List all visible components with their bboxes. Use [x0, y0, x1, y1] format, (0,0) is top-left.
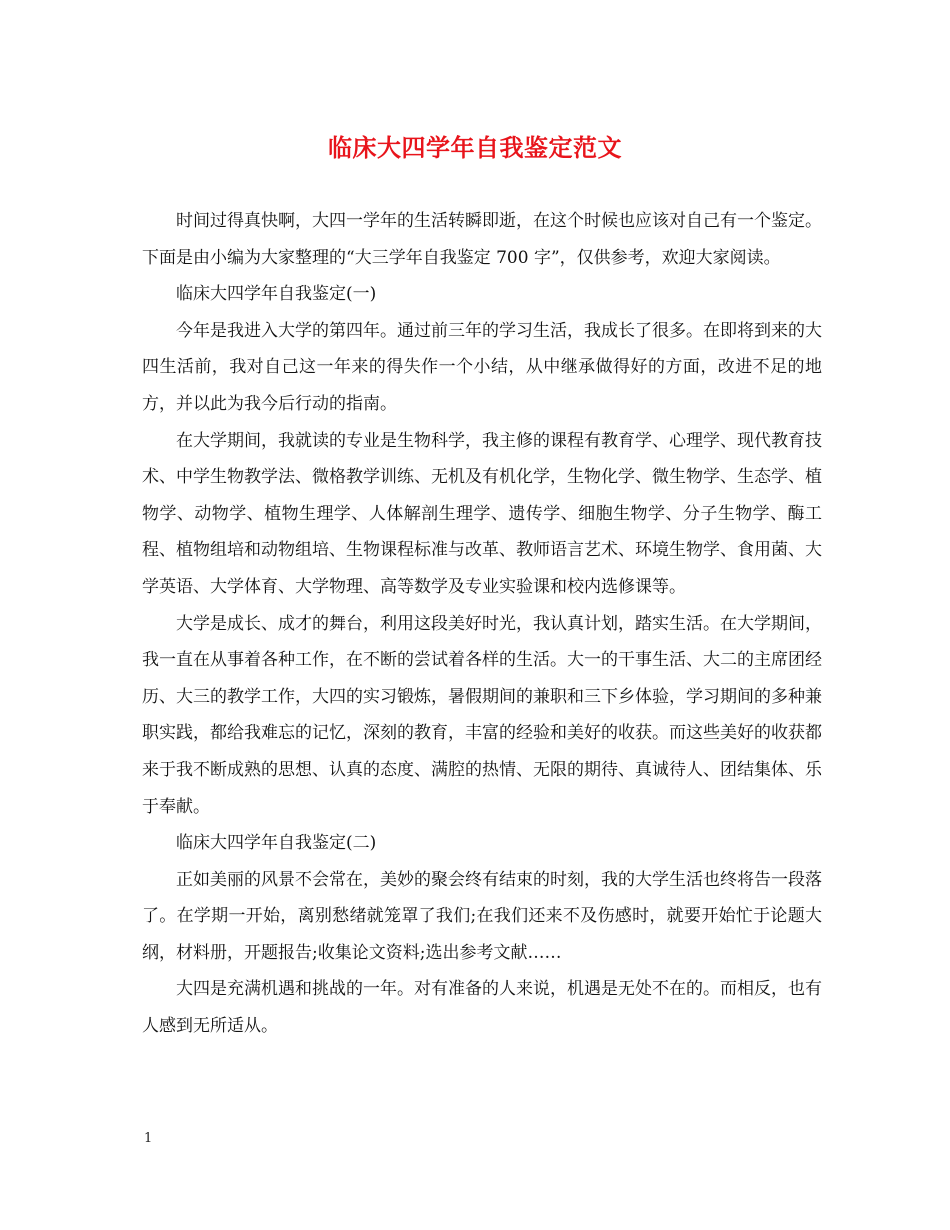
- document-body: [142, 203, 822, 1045]
- section-heading-1: 临床大四学年自我鉴定(一): [176, 284, 377, 305]
- section-heading-2: 临床大四学年自我鉴定(二): [176, 833, 377, 854]
- document-title: 临床大四学年自我鉴定范文: [328, 133, 622, 162]
- page-number: 1: [144, 1131, 153, 1146]
- body-paragraph: 大四是充满机遇和挑战的一年。对有准备的人来说，机遇是无处不在的。而相反，也有人感到无所适从。: [142, 979, 822, 1037]
- body-paragraph: 今年是我进入大学的第四年。通过前三年的学习生活，我成长了很多。在即将到来的大四生活前，我对自己这一年来的得失作一个小结，从中继承做得好的方面，改进不足的地方，并以此为我今后行动的指南。: [142, 320, 822, 414]
- body-paragraph: 大学是成长、成才的舞台，利用这段美好时光，我认真计划，踏实生活。在大学期间，我一直在从事着各种工作，在不断的尝试着各样的生活。大一的干事生活、大二的主席团经历、大三的教学工作，大四的实习锻炼，暑假期间的兼职和三下乡体验，学习期间的多种兼职实践，都给我难忘的记忆，深刻的教育，丰富的经验和美好的收获。而这些美好的收获都来于我不断成熟的思想、认真的态度、满腔的热情、无限的期待、真诚待人、团结集体、乐于奉献。: [142, 613, 822, 817]
- body-paragraph: 正如美丽的风景不会常在，美妙的聚会终有结束的时刻，我的大学生活也终将告一段落了。在学期一开始，离别愁绪就笼罩了我们;在我们还来不及伤感时，就要开始忙于论题大纲，材料册，开题报告;收集论文资料;选出参考文献……: [142, 869, 822, 963]
- intro-paragraph: 时间过得真快啊，大四一学年的生活转瞬即逝，在这个时候也应该对自己有一个鉴定。下面是由小编为大家整理的“大三学年自我鉴定 700 字”，仅供参考，欢迎大家阅读。: [142, 211, 822, 268]
- body-paragraph: 在大学期间，我就读的专业是生物科学，我主修的课程有教育学、心理学、现代教育技术、中学生物教学法、微格教学训练、无机及有机化学，生物化学、微生物学、生态学、植物学、动物学、植物生理学、人体解剖生理学、遗传学、细胞生物学、分子生物学、酶工程、植物组培和动物组培、生物课程标准与改革、教师语言艺术、环境生物学、食用菌、大学英语、大学体育、大学物理、高等数学及专业实验课和校内选修课等。: [142, 430, 822, 597]
